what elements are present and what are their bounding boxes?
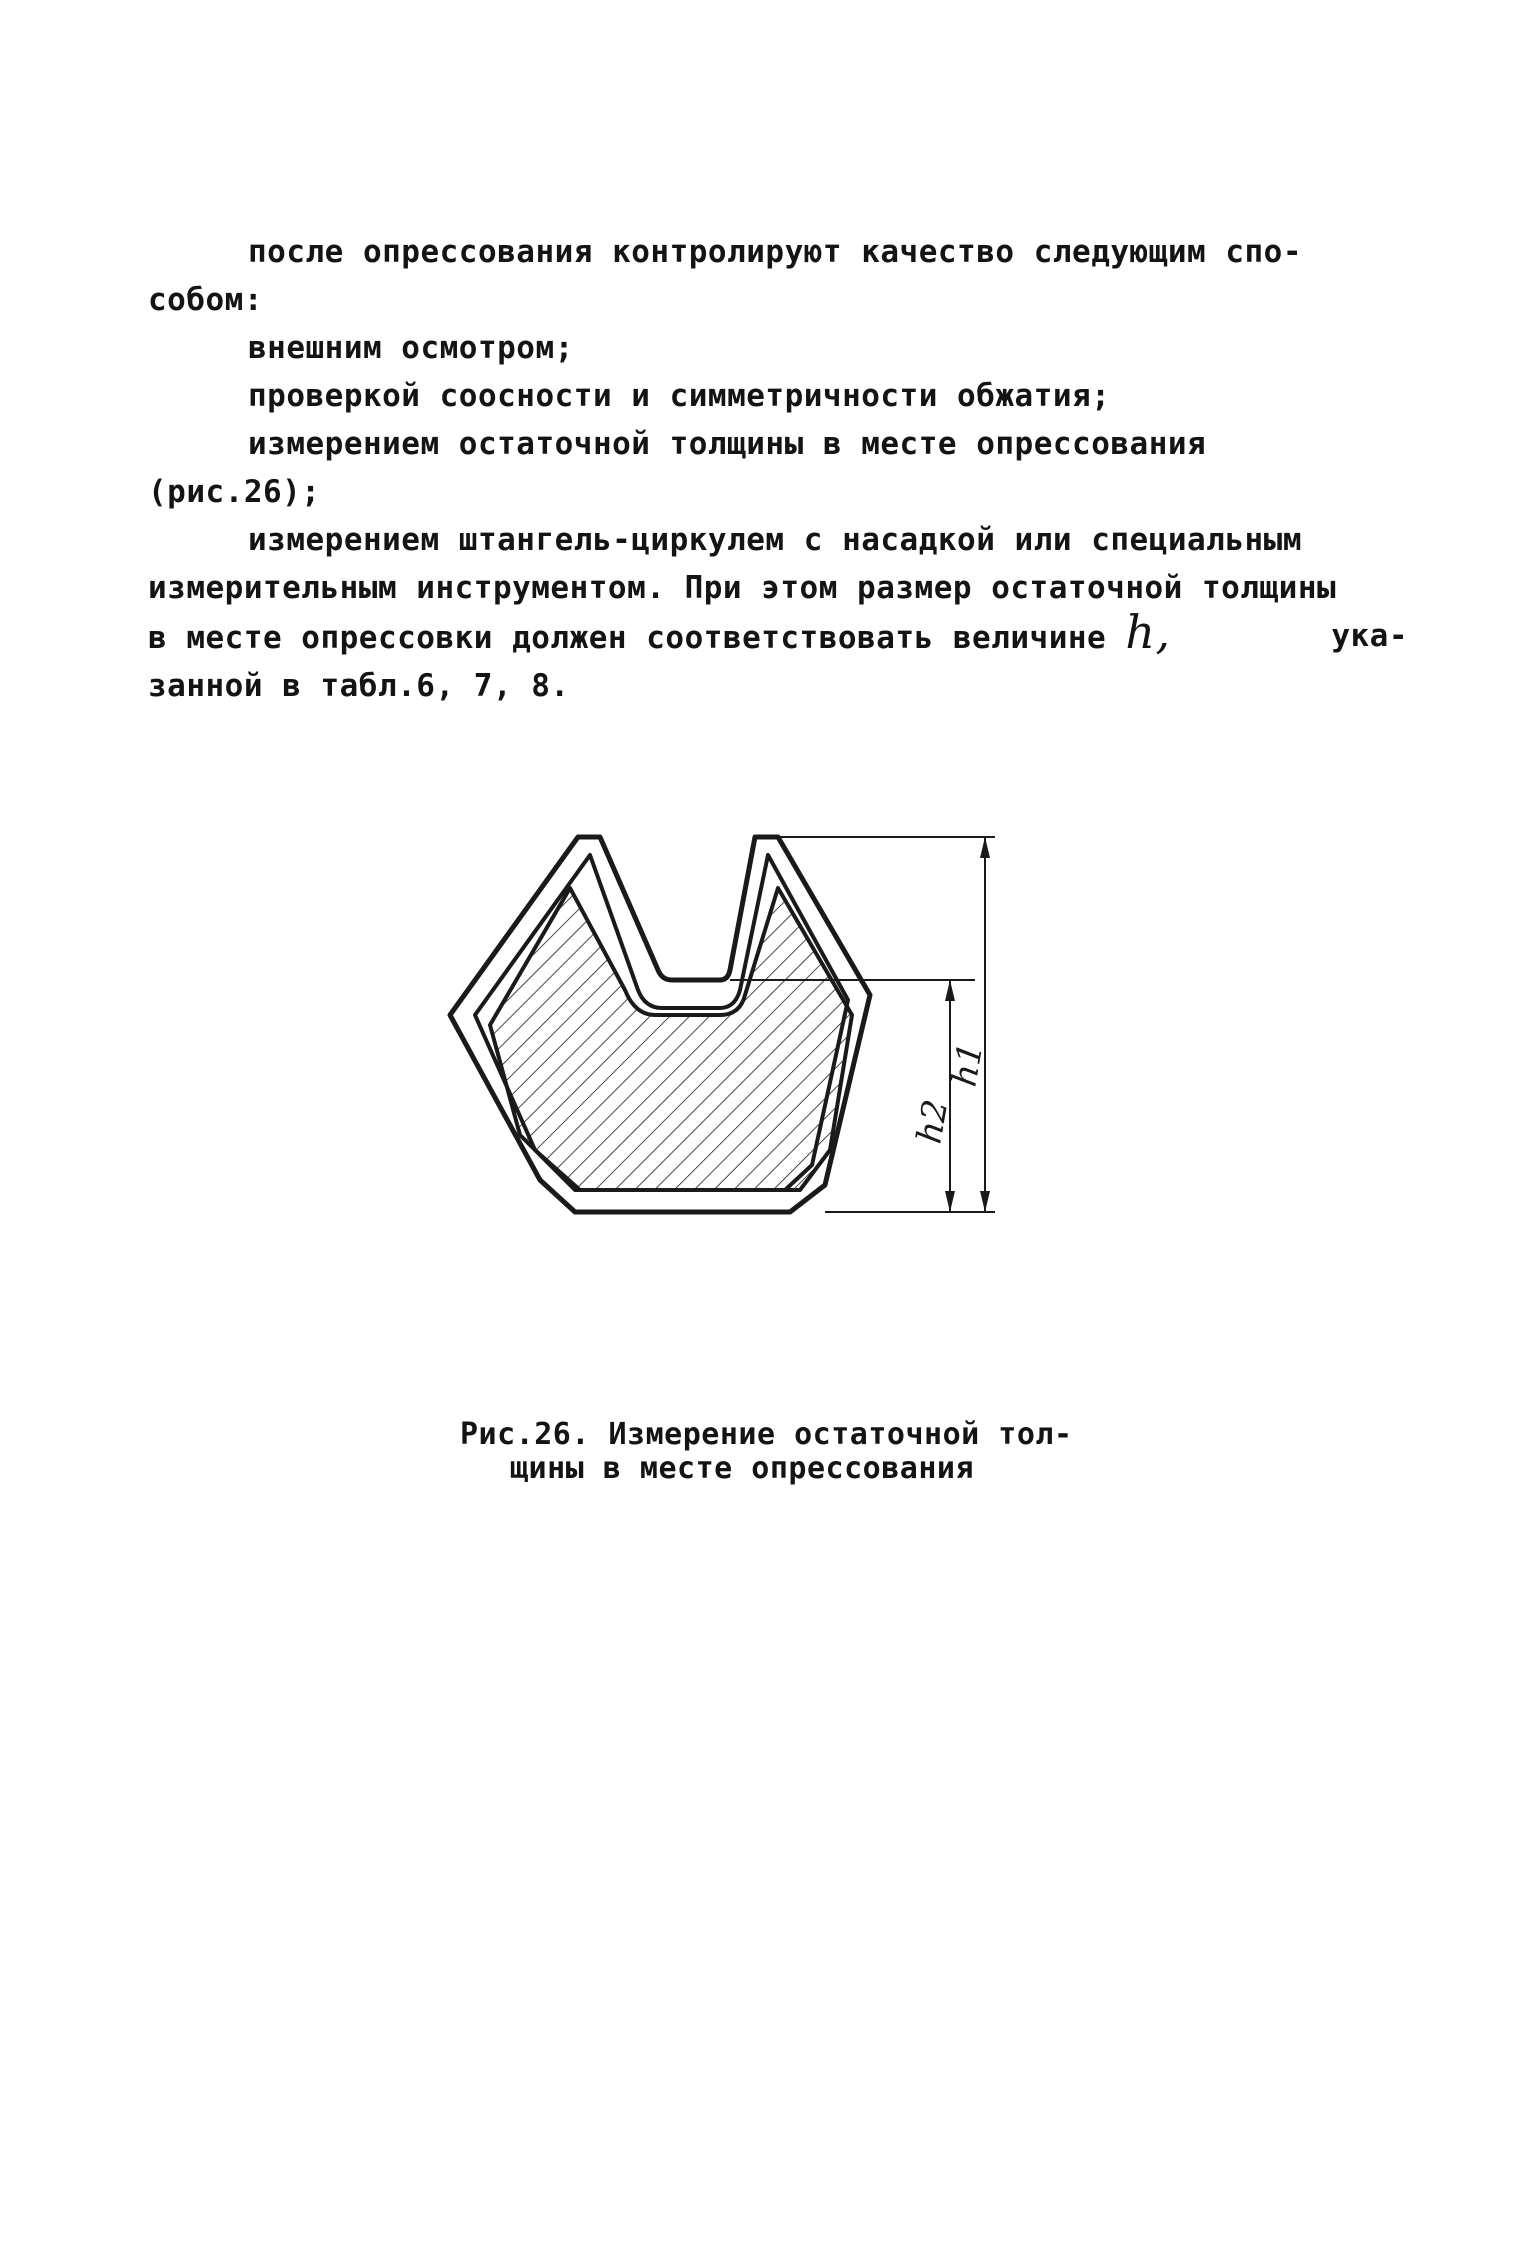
crimp-diagram bbox=[400, 830, 1020, 1330]
list-item-alignment-check: проверкой соосности и симметричности обжатия; bbox=[248, 378, 1111, 414]
list-item-caliper-measure: измерением штангель-циркулем с насадкой или специальным bbox=[248, 522, 1302, 558]
caption-line: Рис.26. Измерение остаточной тол- bbox=[460, 1417, 1073, 1452]
text-line: измерительным инструментом. При этом размер остаточной толщины bbox=[148, 570, 1337, 606]
arrow-h2-bottom bbox=[945, 1191, 955, 1212]
hatched-core bbox=[490, 888, 852, 1190]
body-text bbox=[148, 228, 1408, 710]
label-h2: h2 bbox=[909, 1096, 957, 1147]
figure-caption bbox=[460, 1418, 1180, 1486]
arrow-h1-bottom bbox=[980, 1191, 990, 1212]
text-fragment-a: в месте опрессовки должен соответствовать величине bbox=[148, 620, 1107, 656]
list-item-thickness-measure: измерением остаточной толщины в месте опрессования bbox=[248, 426, 1207, 462]
text-fragment-b: ука- bbox=[1331, 618, 1408, 654]
text-line: после опрессования контролируют качество следующим спо- bbox=[248, 234, 1302, 270]
label-h1: h1 bbox=[944, 1039, 992, 1090]
caption-line: щины в месте опрессования bbox=[510, 1451, 975, 1486]
text-line-with-h bbox=[148, 605, 1408, 662]
text-line: занной в табл.6, 7, 8. bbox=[148, 668, 570, 704]
text-line: собом: bbox=[148, 282, 263, 318]
figure-crimp-cross-section bbox=[400, 830, 1020, 1330]
text-fragment bbox=[148, 605, 1171, 662]
text-line: (рис.26); bbox=[148, 474, 321, 510]
symbol-h: h, bbox=[1125, 605, 1171, 659]
arrow-h2-top bbox=[945, 980, 955, 1001]
arrow-h1-top bbox=[980, 837, 990, 858]
list-item-visual-inspection: внешним осмотром; bbox=[248, 330, 574, 366]
